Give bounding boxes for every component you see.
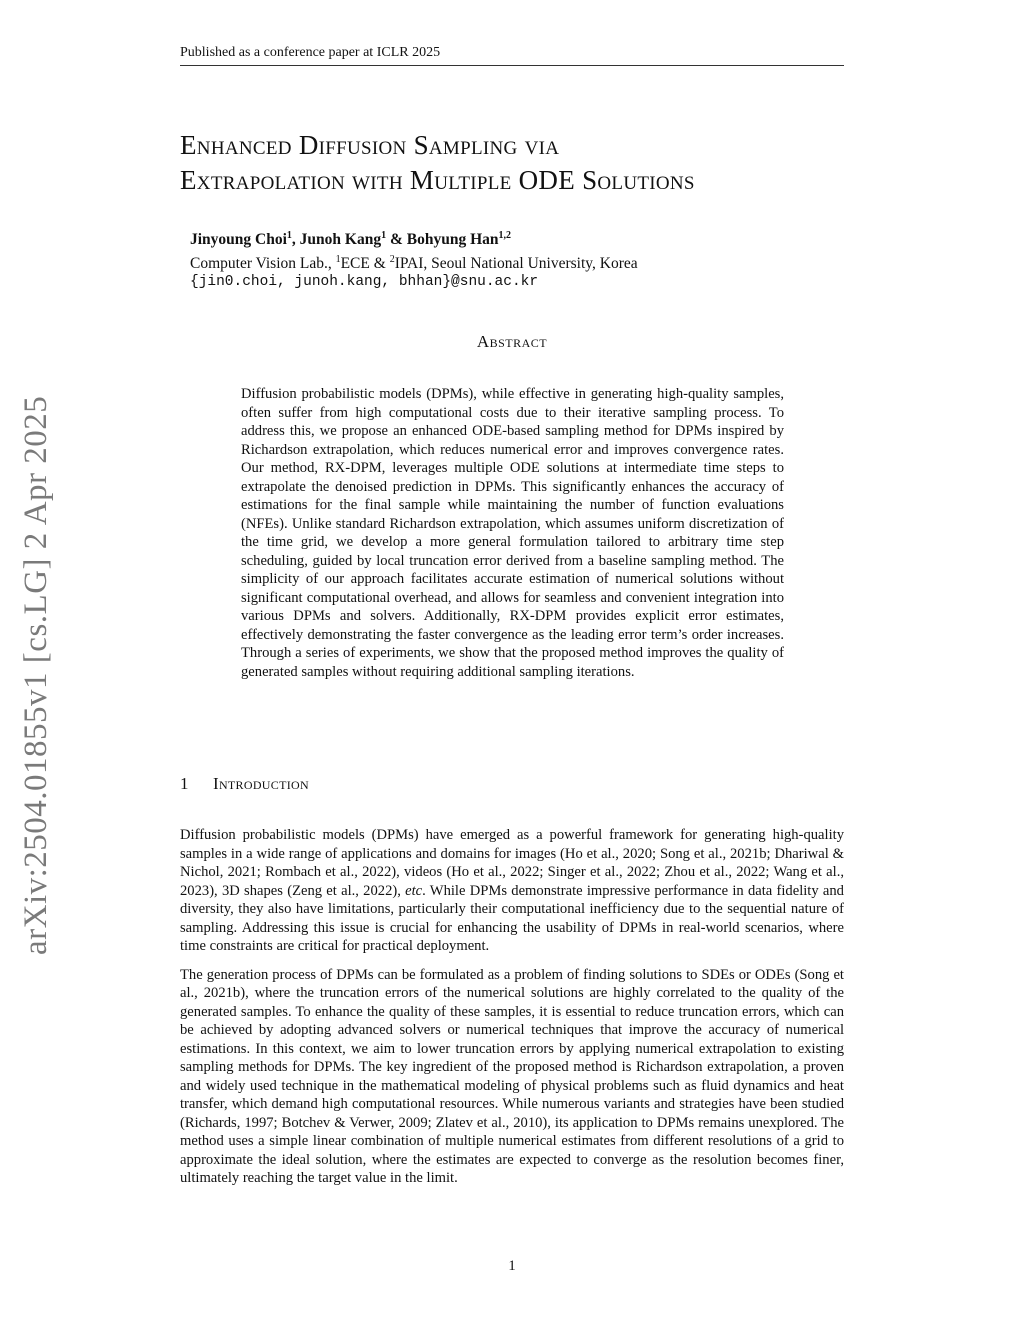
author-name: Bohyung Han [406,231,499,249]
paragraph [180,826,844,956]
paragraph-text: Diffusion probabilistic models (DPMs) have emerged as a powerful framework for generating high-quality samples in a wide range of applications and domains for images (Ho et al., 2020; Song et al., 2021b; Dhariwal & Nichol, 2021; Rombach et al., 2022), videos (Ho et al., 2022; Singer et al., 2022; Zhou et al., 2022; Wang et al., 2023), 3D shapes (Zeng et al., 2022), [180,827,844,899]
page-number: 1 [508,1258,516,1274]
affiliation-sup: 2 [389,253,395,265]
author-names [190,226,850,250]
paper-title [180,128,860,198]
affiliation-dept: ECE & [340,254,390,272]
author-affil-sup: 1,2 [498,230,512,241]
author-affil-sup: 1 [381,230,387,241]
author-name: Jinyoung Choi [190,231,287,249]
author-separator: , [291,231,300,249]
author-affil-sup: 1 [286,230,292,241]
title-line-2: Extrapolation with Multiple ODE Solutions [180,165,695,195]
paragraph: The generation process of DPMs can be formulated as a problem of finding solutions to SDEs or ODEs (Song et al., 2021b), where the truncation errors of the numerical solutions are highly correlated to the quality of the generated samples. To enhance the quality of these samples, it is essential to reduce truncation errors, which can be achieved by adopting advanced solvers or numerical techniques that improve the accuracy of numerical estimations. In this context, we aim to lower truncation errors by applying numerical extrapolation to existing sampling methods for DPMs. The key ingredient of the proposed method is Richardson extrapolation, a proven and widely used technique in the mathematical modeling of physical problems such as fluid dynamics and heat transfer, which demand high computational resources. While numerous variants and strategies have been studied (Richards, 1997; Botchev & Verwer, 2009; Zlatev et al., 2010), its application to DPMs remains unexplored. The method uses a simple linear combination of multiple numerical estimates from different resolutions of a grid to approximate the ideal solution, where the estimates are expected to converge as the resolution becomes finer, ultimately reaching the target value in the limit. [180,966,844,1186]
author-name: Junoh Kang [299,231,382,249]
abstract-heading: Abstract [476,332,548,351]
affiliation-lab: Computer Vision Lab., [190,254,336,272]
abstract-text: Diffusion probabilistic models (DPMs), while effective in generating high-quality samples, often suffer from high computational costs due to their iterative sampling process. To address this, we propose an enhanced ODE-based sampling method for DPMs inspired by Richardson extrapolation, which reduces numerical error and improves convergence rates. Our method, RX-DPM, leverages multiple ODE solutions at intermediate time steps to extrapolate the denoised prediction in DPMs. This significantly enhances the accuracy of estimations for the final sample while maintaining the number of function evaluations (NFEs). Unlike standard Richardson extrapolation, which assumes uniform discretization of the time grid, we develop a more general formulation tailored to arbitrary time step scheduling, guided by local truncation error derived from a baseline sampling method. The simplicity of our approach facilitates accurate estimation of numerical solutions without significant computational overhead, and allows for seamless and convenient integration into various DPMs and solvers. Additionally, RX-DPM provides explicit error estimates, effectively demonstrating the faster convergence as the leading error term’s order increases. Through a series of experiments, we show that the proposed method improves the quality of generated samples without requiring additional sampling iterations. [241,386,784,680]
running-header: Published as a conference paper at ICLR 2025 [180,45,844,66]
section-number: 1 [180,774,189,793]
author-separator: & [386,231,407,249]
section-body [180,826,844,1198]
arxiv-identifier: arXiv:2504.01855v1 [cs.LG] 2 Apr 2025 [18,395,54,955]
affiliation-sup: 1 [335,253,341,265]
section-title: Introduction [213,774,309,793]
paragraph-italic: etc [405,882,423,899]
section-heading [180,774,580,794]
author-block [190,226,850,293]
affiliation [190,250,850,274]
title-line-1: Enhanced Diffusion Sampling via [180,130,560,160]
paragraph-text: . While DPMs demonstrate impressive performance in data fidelity and diversity, they also have limitations, particularly their computational inefficiency due to the sequential nature of sampling. Addressing this issue is crucial for enhancing the usability of DPMs in real-world scenarios, where time constraints are critical for practical deployment. [180,882,844,954]
affiliation-institute: IPAI, Seoul National University, Korea [394,254,638,272]
author-emails: {jin0.choi, junoh.kang, bhhan}@snu.ac.kr [190,274,539,291]
